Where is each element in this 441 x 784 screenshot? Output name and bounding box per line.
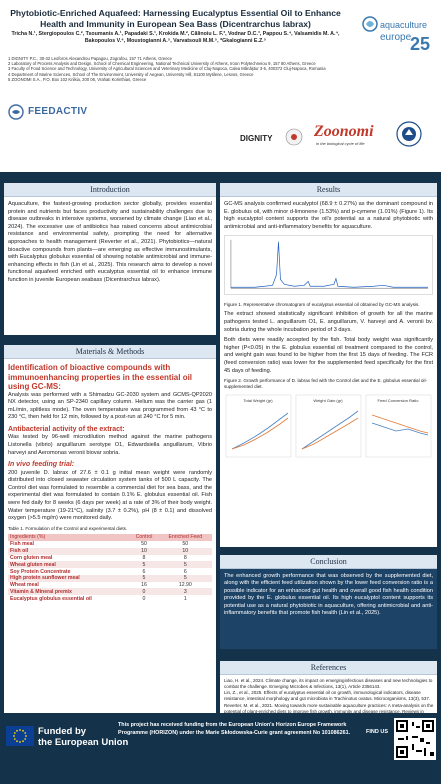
ingredient-value: 5 xyxy=(129,561,158,568)
affiliation: 2 Laboratory of Process Analysis and Design, School of Chemical Engineering, National Technical University of Athens, Iroon Polytechneiou 9, 157 80 Athens, Greece xyxy=(8,61,316,67)
methods-heading: Materials & Methods xyxy=(4,345,216,359)
logo-line2: europe xyxy=(380,32,412,43)
ingredient-name: Wheat gluten meal xyxy=(8,561,129,568)
eu-funded-label xyxy=(38,726,128,748)
gcms-text: Analysis was performed with a Shimadzu GC-2030 system and GCMS-QP2020 NX detector, using an SP-2340 capillary column. Helium was the carrier gas (1 mL/min, splitless mode). The oven temperature was programmed from 43 °C to 230 °C, then held for 12 min, followed by a post-run at 240 °C for 5 min. xyxy=(8,391,212,421)
results-antibacterial-text: The extract showed statistically significant inhibition of growth for all the marine pathogens tested L. anguillarum O1, E. anguillarum, V. harveyi and A. veronii bv. sobria during the whole incubation period of 3 days. xyxy=(224,311,433,333)
ingredient-value: 8 xyxy=(183,554,187,561)
table-header: Enriched Feed xyxy=(159,534,212,541)
feeding-trial-subheading: In vivo feeding trial: xyxy=(8,461,75,469)
table-row xyxy=(8,575,212,582)
qr-code-icon[interactable] xyxy=(394,718,436,760)
table-row xyxy=(8,595,212,602)
ingredient-value: 5 xyxy=(129,575,158,582)
author-list: Tricha N.¹, Stergiopoulos C.², Tsoumanis A.¹, Papadaki S.¹, Krokida M.², Călinoiu L. F.³, Vodnar D.C.³, Pappou S.⁴, Valsamidis M. A.⁴, Bakopoulos V.⁴, Moustogianni A.⁵, Varvatsouli M.M.⁵, *Gkalogianni E.Z.⁵ xyxy=(11,31,340,44)
methods-section xyxy=(4,345,216,713)
introduction-section xyxy=(4,183,216,335)
ingredient-name: Fish oil xyxy=(8,548,129,555)
ingredient-name: Eucalyptus globulus essential oil xyxy=(10,595,92,602)
reference-item: Reverter, M. et al., 2021. Moving towards more sustainable aquaculture practices: A meta-analysis on the potential of plant-enriched diets to improve fish growth, immunity and disease resistance. Reviews in xyxy=(224,702,434,714)
introduction-heading: Introduction xyxy=(4,183,216,197)
table-row xyxy=(8,582,212,589)
table-row xyxy=(8,548,212,555)
fcr-chart xyxy=(366,395,431,457)
ingredient-value: 5 xyxy=(159,575,212,582)
affiliation: 3 Faculty of Food Science and Technology, University of Agricultural Sciences and Veterinary Medicine of Cluj-Napoca, Calea Mănăştur 3-5, 400372 Cluj-Napoca, Romania xyxy=(8,66,326,72)
conclusion-heading: Conclusion xyxy=(220,555,437,569)
chart-title: Total Weight (gr) xyxy=(243,398,273,404)
table-row xyxy=(8,541,212,548)
table-row xyxy=(8,561,212,568)
introduction-text: Aquaculture, the fastest-growing production sector globally, provides essential protein and nutrients but faces productivity and sustainability challenges due to disease outbreaks in intensive systems, worsened by climate change (Liao et al., 2024). The excessive use of antibiotics has raised concerns about antimicrobial resistance and environmental safety, prompting the need for alternative approaches to health management (Reverter et al., 2021). Phytobiotics—natural bioactive compounds from plants—are emerging as effective immunostimulants, with Eucalyptus globulus essential oil showing notable antimicrobial and immune-enhancing effects in fish (Lin et al., 2025). This research aims to develop a novel functional aquafeed enriched with eucalyptus essential oil to enhance immune function in juvenile European seabass (Dicentrarchus labrax). xyxy=(8,201,212,283)
ingredient-name: Fish meal xyxy=(10,541,34,548)
table-row xyxy=(8,555,212,562)
results-gcms-text: GC-MS analysis confirmed eucalyptol (68.9 ± 0.27%) as the dominant compound in E. globulus oil, with minor d-limonene (1.53%) and p-cymene (1.01%) (Figure 1). Its high eucalyptol content supports the oil's potential as a natural phytobiotic with antimicrobial and anti-inflammatory benefits for aquaculture. xyxy=(224,201,433,230)
growth-charts xyxy=(224,393,433,461)
affiliation: 1 DIGNITY P.C., 30-32 Leoforos Alexandrou Papagou, Zografou, 157 71 Athens, Greece xyxy=(8,56,172,61)
table-header: Control xyxy=(129,534,158,541)
gcms-subheading: Identification of bioactive compounds with immunoenhancing properties in the essential oil using GC-MS: xyxy=(8,363,193,391)
total-weight-chart xyxy=(226,395,291,457)
ingredient-value: 12.90 xyxy=(178,582,192,589)
ingredient-name: Corn gluten meal xyxy=(10,554,53,561)
logo-number: 25 xyxy=(410,34,431,54)
table-header: Ingredients (%) xyxy=(8,534,129,541)
results-heading: Results xyxy=(220,183,437,197)
ingredient-value: 0 xyxy=(129,588,158,595)
reference-item: Lin, Z., et al., 2025. Effects of eucalyptus essential oil on growth, immunological indicators, disease resistance, intestinal morphology and gut microbiota in Trachinotus ovatus. Microorganisms, 13(3), 537. xyxy=(224,690,431,702)
zoonomi-wordmark: Zoonomi xyxy=(314,123,374,140)
table-row xyxy=(8,568,212,575)
ingredient-value: 0 xyxy=(142,595,146,602)
ingredient-value: 1 xyxy=(183,595,187,602)
eu-funded-line2: the European Union xyxy=(38,737,129,748)
results-growth-text: Both diets were readily accepted by the fish. Total body weight was significantly higher (P<0.05) in the E. globulus essential oil treatment compared to the control, and weight gain was found to be higher from the first 15 days of feeding. The FCR (feed conversion ratio) was lower for the supplemented feed specifically for the first 45 days of feeding. xyxy=(224,337,433,374)
conclusion-section xyxy=(220,555,437,649)
logo-line1: aquaculture xyxy=(380,20,428,30)
eu-funded-line1: Funded by xyxy=(38,726,87,737)
chart-title: Weight Gain (gr) xyxy=(313,398,343,404)
reference-item: Liao, H. et al., 2024. Climate change, its impact on emerginginfectious diseases and new technologies to combat the challenge. Emerging Microbes & Infections, 13(1), Article 2356143. xyxy=(224,678,433,689)
ingredient-name: High protein sunflower meal xyxy=(8,575,129,582)
dignity-logo xyxy=(240,126,306,148)
figure2-caption: Figure 2. Growth performance of D. labrax fed with the Control diet and the E. globulus essential oil-supplemented diet. xyxy=(224,378,427,390)
aquaculture-europe-logo xyxy=(352,6,438,54)
chart-title: Feed Conversion Ratio xyxy=(377,398,419,404)
feedactiv-logo xyxy=(8,104,98,120)
dignity-wordmark: DIGNITY xyxy=(240,134,273,143)
ingredient-name: Soy Protein Concentrate xyxy=(10,568,71,575)
references-section xyxy=(220,661,437,713)
zoonomi-tagline: in the biological cycle of life xyxy=(316,141,365,146)
grant-statement: This project has received funding from the European Union's Horizon Europe Framework Programme (HORIZON) under the Marie Skłodowska-Curie grant agreement No 101086261. xyxy=(118,722,351,736)
antibacterial-subheading: Antibacterial activity of the extract: xyxy=(8,425,125,433)
ingredient-name: Vitamin & Mineral premix xyxy=(8,588,129,595)
table-row xyxy=(8,588,212,595)
results-section xyxy=(220,183,437,547)
chromatogram-figure xyxy=(224,235,433,295)
affiliation: 5 ZOONOMI S.A., P.O. Box 102 Kriikia, 200 06, Vrahati Korinthias, Greece xyxy=(8,76,147,82)
zoonomi-logo xyxy=(312,118,390,148)
diet-formulation-table xyxy=(8,534,212,602)
affiliation: 4 Department of Marine Sciences, School of The Environment, University of Aegean, University Hill, 81100 Mytilene, Lesvos, Greece xyxy=(8,71,254,77)
ingredient-value: 10 xyxy=(159,548,212,555)
feeding-trial-text: 200 juvenile D. labrax of 27.6 ± 0.1 g initial mean weight were randomly distributed into closed seawater circulation system tanks of 500 L capacity. The Control diet was formulated to resemble a commercial diet for sea bass, and the experimental diet was formulated to contain 0.1% E. globulus essential oil. Fish were fed daily for 8 weeks (6 days per week) at a rate of 3% of their body weight. Water temperature (19-21°C), salinity (3.7 ± 0.2%), pH (8 ± 0.1) and dissolved oxygen (>5.5 mg/m) were monitored daily. xyxy=(8,469,212,522)
conclusion-text: The enhanced growth performance that was observed by the supplemented diet, along with the efficient feed utilization shown by the lower feed conversion ratio is a possible indicator for an enhanced gut health and overall good fish health condition provided by the E. globulus essential oil. Its high eucalyptol content supports its potential use as a natural phytobiotic in aquaculture, offering antimicrobial and anti-inflammatory benefits that promote fish health (Lin et al., 2025). xyxy=(224,573,433,617)
university-aegean-logo xyxy=(396,121,422,147)
affiliation-list xyxy=(8,56,348,82)
weight-gain-chart xyxy=(296,395,361,457)
ingredient-value: 5 xyxy=(159,561,212,568)
table-caption: Table 1. Formulation of the Control and experimental diets. xyxy=(8,525,128,531)
ingredient-name: Wheat meal xyxy=(10,582,39,589)
eu-flag-icon xyxy=(6,726,34,746)
poster-header xyxy=(0,0,441,170)
table-header-row xyxy=(8,534,212,541)
ingredient-value: 3 xyxy=(159,588,212,595)
fish-icon xyxy=(8,104,24,120)
ingredient-value: 6 xyxy=(183,568,187,575)
poster-title: Phytobiotic-Enriched Aquafeed: Harnessing Eucalyptus Essential Oil to Enhance Health and Immunity in European Sea Bass (Dicentrarchus labrax) xyxy=(10,8,341,29)
ingredient-value: 16 xyxy=(141,582,147,589)
ingredient-value: 6 xyxy=(142,568,146,575)
ingredient-value: 8 xyxy=(142,554,146,561)
ingredient-value: 50 xyxy=(182,541,189,548)
references-heading: References xyxy=(220,661,437,675)
ingredient-value: 10 xyxy=(129,548,158,555)
antibacterial-text: Was tested by 96-well microdilution method against the marine pathogens Listonella (vibrio) anguillarum serotype O1, Edwardsiella anguillarum, Vibrio harveyi and Aeromonas veronii biovar sobria. xyxy=(8,434,212,456)
find-us-label: FIND US xyxy=(366,729,388,735)
ingredient-value: 50 xyxy=(141,541,147,548)
figure1-caption: Figure 1. Representative chromatogram of eucalyptus essential oil obtained by GC-MS analysis. xyxy=(224,302,420,308)
project-name: FEEDACTIV xyxy=(28,106,88,117)
